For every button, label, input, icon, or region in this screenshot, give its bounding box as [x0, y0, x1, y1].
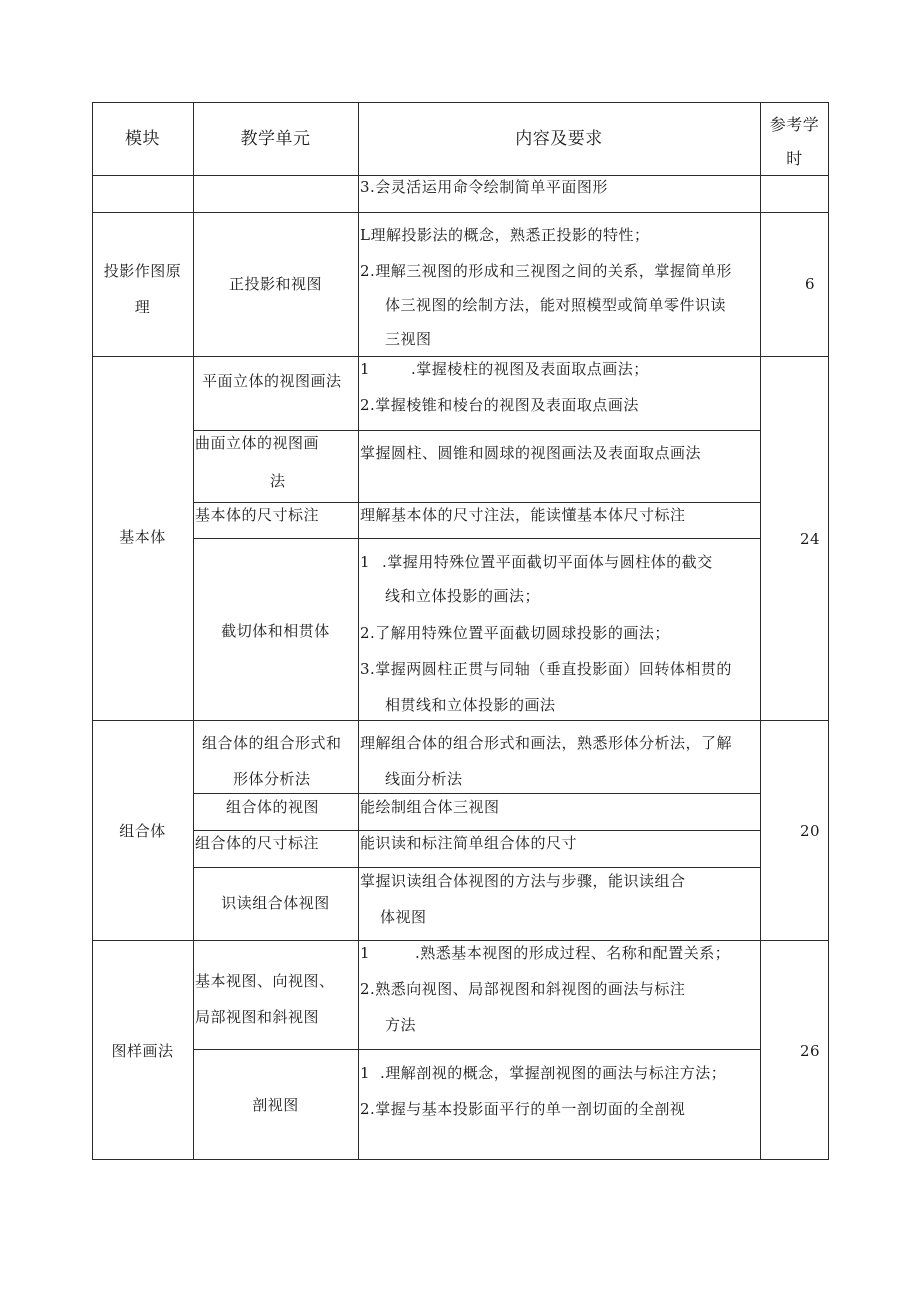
cell-content: 理解组合体的组合形式和画法，熟悉形体分析法，了解	[360, 734, 733, 752]
header-hours-line2: 时	[786, 149, 803, 168]
cell-content: 掌握圆柱、圆锥和圆球的视图画法及表面取点画法	[360, 444, 702, 462]
cell-content: 三视图	[385, 330, 432, 348]
cell-content: 体视图	[380, 908, 427, 926]
cell-content: 方法	[385, 1016, 417, 1034]
row-divider	[193, 430, 760, 431]
cell-content: 2.掌握与基本投影面平行的单一剖切面的全剖视	[360, 1100, 686, 1118]
cell-content: 相贯线和立体投影的画法	[385, 696, 556, 714]
row-divider	[193, 793, 760, 794]
cell-unit: 组合体的视图	[226, 798, 320, 816]
cell-hours: 6	[804, 275, 816, 293]
cell-module: 图样画法	[111, 1042, 174, 1060]
table-border-bottom	[92, 1159, 829, 1160]
cell-content: 2.熟悉向视图、局部视图和斜视图的画法与标注	[360, 980, 686, 998]
row-divider	[92, 356, 829, 357]
cell-content: 掌握识读组合体视图的方法与步骤，能识读组合	[360, 872, 686, 890]
header-content: 内容及要求	[515, 129, 603, 149]
cell-content: 1	[360, 553, 371, 571]
table-border-right	[828, 102, 829, 1160]
cell-content: 线面分析法	[385, 770, 463, 788]
row-divider	[193, 538, 760, 539]
cell-content: 3.会灵活运用命令绘制简单平面图形	[360, 178, 608, 196]
cell-content: 1	[360, 360, 371, 378]
row-divider	[193, 1049, 760, 1050]
cell-module: 理	[134, 298, 151, 316]
cell-unit: 截切体和相贯体	[221, 622, 330, 640]
cell-unit: 组合体的组合形式和	[202, 734, 342, 752]
row-divider	[92, 212, 829, 213]
cell-content: L理解投影法的概念，熟悉正投影的特性；	[360, 226, 650, 244]
cell-hours: 20	[799, 822, 821, 840]
cell-content: 线和立体投影的画法；	[385, 587, 541, 605]
cell-content: .掌握用特殊位置平面截切平面体与圆柱体的截交	[382, 553, 713, 571]
cell-unit: 识读组合体视图	[221, 894, 330, 912]
cell-unit: 基本视图、向视图、	[195, 972, 335, 990]
cell-hours: 26	[799, 1042, 821, 1060]
cell-content: 2.理解三视图的形成和三视图之间的关系，掌握简单形	[360, 262, 732, 280]
cell-content: 能识读和标注简单组合体的尺寸	[360, 834, 578, 852]
cell-content: 2.了解用特殊位置平面截切圆球投影的画法；	[360, 624, 670, 642]
cell-module: 基本体	[119, 528, 166, 546]
column-divider	[358, 102, 359, 1160]
cell-content: .理解剖视的概念，掌握剖视图的画法与标注方法；	[380, 1064, 727, 1082]
cell-content: 1	[360, 1064, 371, 1082]
cell-module: 组合体	[119, 822, 166, 840]
cell-content: .掌握棱柱的视图及表面取点画法；	[411, 360, 649, 378]
cell-unit: 曲面立体的视图画	[195, 434, 320, 452]
cell-unit: 平面立体的视图画法	[202, 372, 342, 390]
cell-unit: 法	[270, 472, 286, 490]
cell-unit: 组合体的尺寸标注	[195, 834, 320, 852]
cell-content: 3.掌握两圆柱正贯与同轴（垂直投影面）回转体相贯的	[360, 660, 732, 678]
cell-content: .熟悉基本视图的形成过程、名称和配置关系；	[415, 944, 731, 962]
cell-unit: 基本体的尺寸标注	[195, 506, 320, 524]
curriculum-table	[92, 102, 829, 1160]
row-divider	[92, 940, 829, 941]
cell-module: 投影作图原	[103, 262, 182, 280]
table-border-top	[92, 102, 829, 103]
cell-hours: 24	[799, 530, 821, 548]
cell-content: 体三视图的绘制方法，能对照模型或简单零件识读	[385, 296, 727, 314]
cell-content: 2.掌握棱锥和棱台的视图及表面取点画法	[360, 396, 639, 414]
cell-unit: 形体分析法	[233, 770, 311, 788]
cell-unit: 局部视图和斜视图	[195, 1008, 320, 1026]
row-divider	[193, 867, 760, 868]
cell-unit: 剖视图	[252, 1096, 299, 1114]
row-divider	[92, 720, 829, 721]
header-hours-line1: 参考学	[769, 115, 820, 134]
row-divider	[193, 830, 760, 831]
cell-content: 能绘制组合体三视图	[360, 798, 500, 816]
cell-content: 理解基本体的尺寸注法，能读懂基本体尺寸标注	[360, 506, 686, 524]
header-unit: 教学单元	[240, 129, 311, 149]
cell-content: 1	[360, 944, 371, 962]
column-divider	[760, 102, 761, 1160]
cell-unit: 正投影和视图	[228, 275, 322, 293]
header-module: 模块	[125, 129, 160, 149]
row-divider	[193, 502, 760, 503]
